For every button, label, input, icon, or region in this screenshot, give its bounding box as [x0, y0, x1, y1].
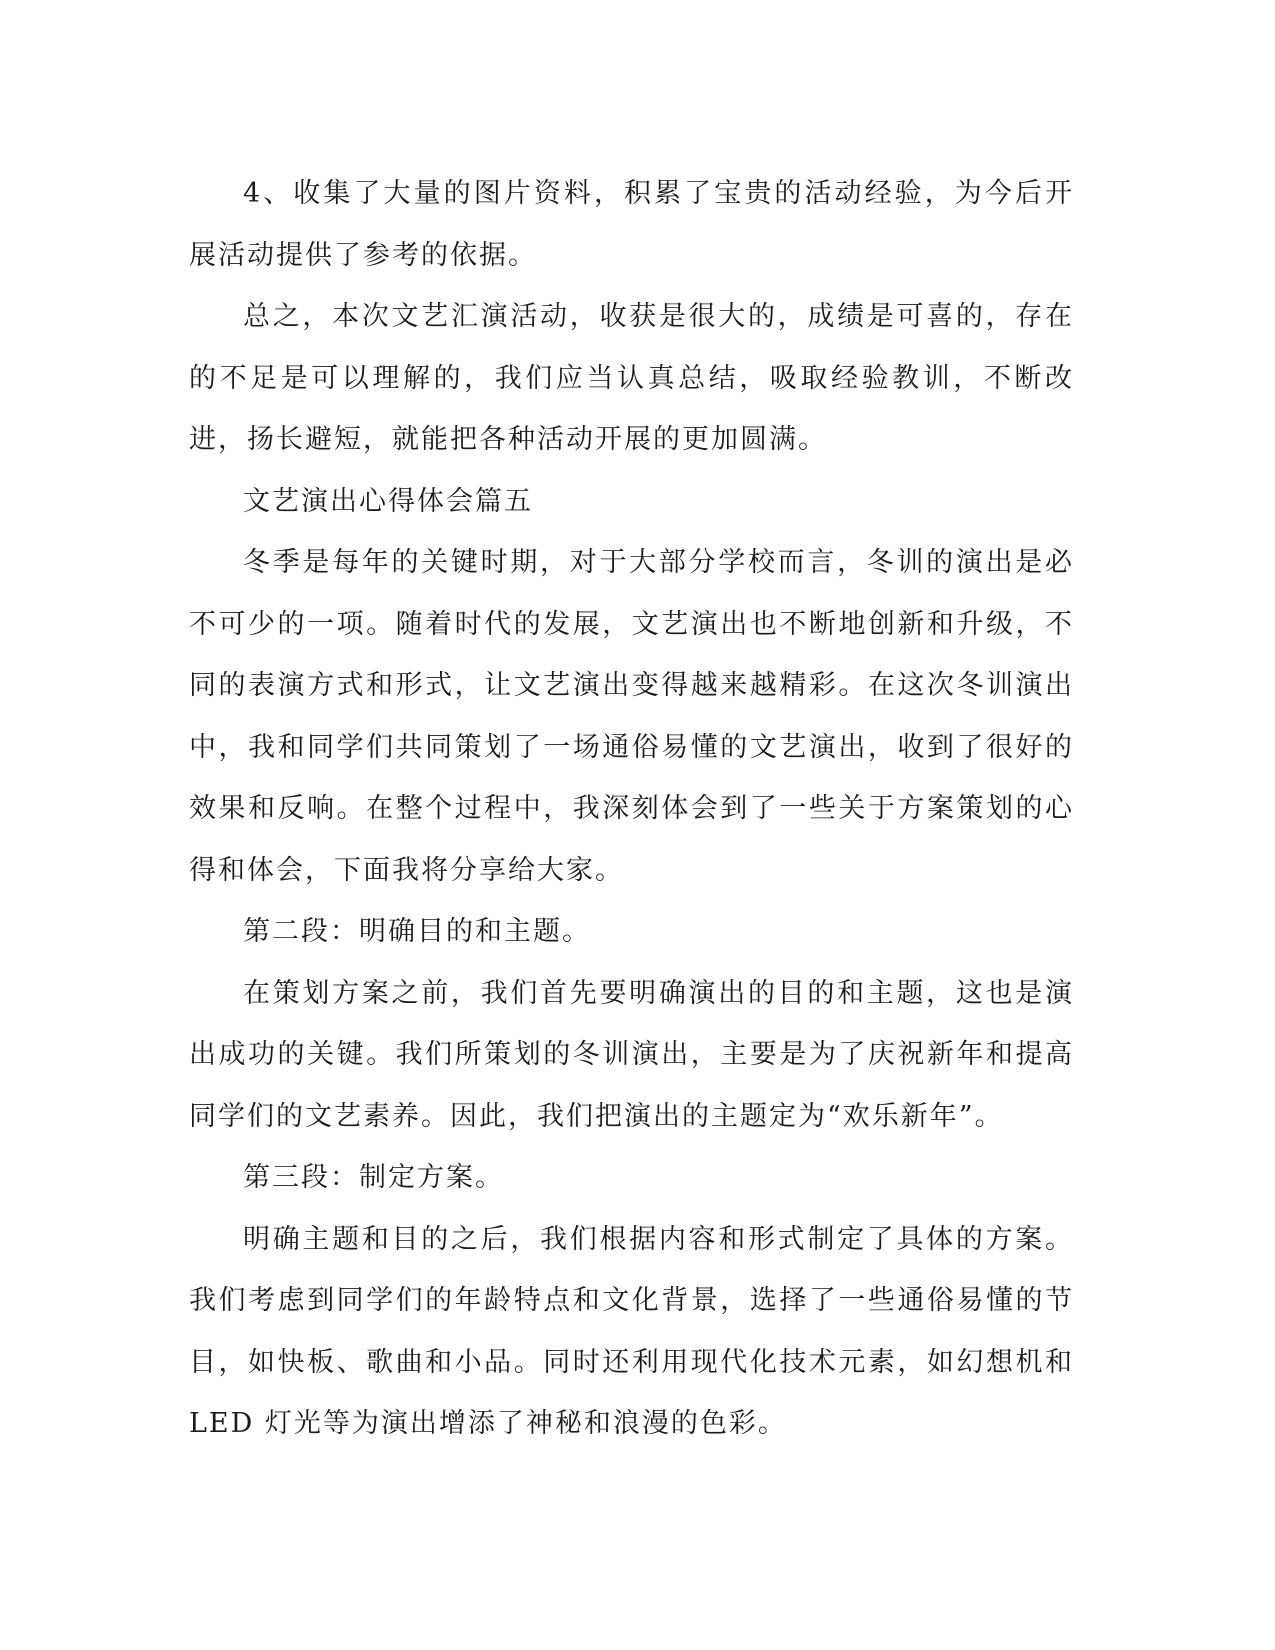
paragraph-collected-materials: 4、收集了大量的图片资料，积累了宝贵的活动经验，为今后开展活动提供了参考的依据。	[189, 178, 1074, 271]
paragraph-plan-details: 明确主题和目的之后，我们根据内容和形式制定了具体的方案。我们考虑到同学们的年龄特点和文化背景，选择了一些通俗易懂的节目，如快板、歌曲和小品。同时还利用现代化技术元素，如幻想机和LED 灯光等为演出增添了神秘和浪漫的色彩。	[189, 1223, 1074, 1439]
paragraph-goal-and-theme: 在策划方案之前，我们首先要明确演出的目的和主题，这也是演出成功的关键。我们所策划的冬训演出，主要是为了庆祝新年和提高同学们的文艺素养。因此，我们把演出的主题定为“欢乐新年”。	[189, 977, 1074, 1132]
document-body	[189, 163, 1074, 1455]
paragraph-winter-performance-intro: 冬季是每年的关键时期，对于大部分学校而言，冬训的演出是必不可少的一项。随着时代的发展，文艺演出也不断地创新和升级，不同的表演方式和形式，让文艺演出变得越来越精彩。在这次冬训演出中，我和同学们共同策划了一场通俗易懂的文艺演出，收到了很好的效果和反响。在整个过程中，我深刻体会到了一些关于方案策划的心得和体会，下面我将分享给大家。	[189, 547, 1074, 886]
section-heading-third: 第三段：制定方案。	[243, 1162, 504, 1193]
paragraph-summary: 总之，本次文艺汇演活动，收获是很大的，成绩是可喜的，存在的不足是可以理解的，我们应当认真总结，吸取经验教训，不断改进，扬长避短，就能把各种活动开展的更加圆满。	[189, 301, 1074, 455]
section-title-part-five: 文艺演出心得体会篇五	[243, 485, 533, 517]
section-heading-second: 第二段：明确目的和主题。	[243, 916, 591, 947]
